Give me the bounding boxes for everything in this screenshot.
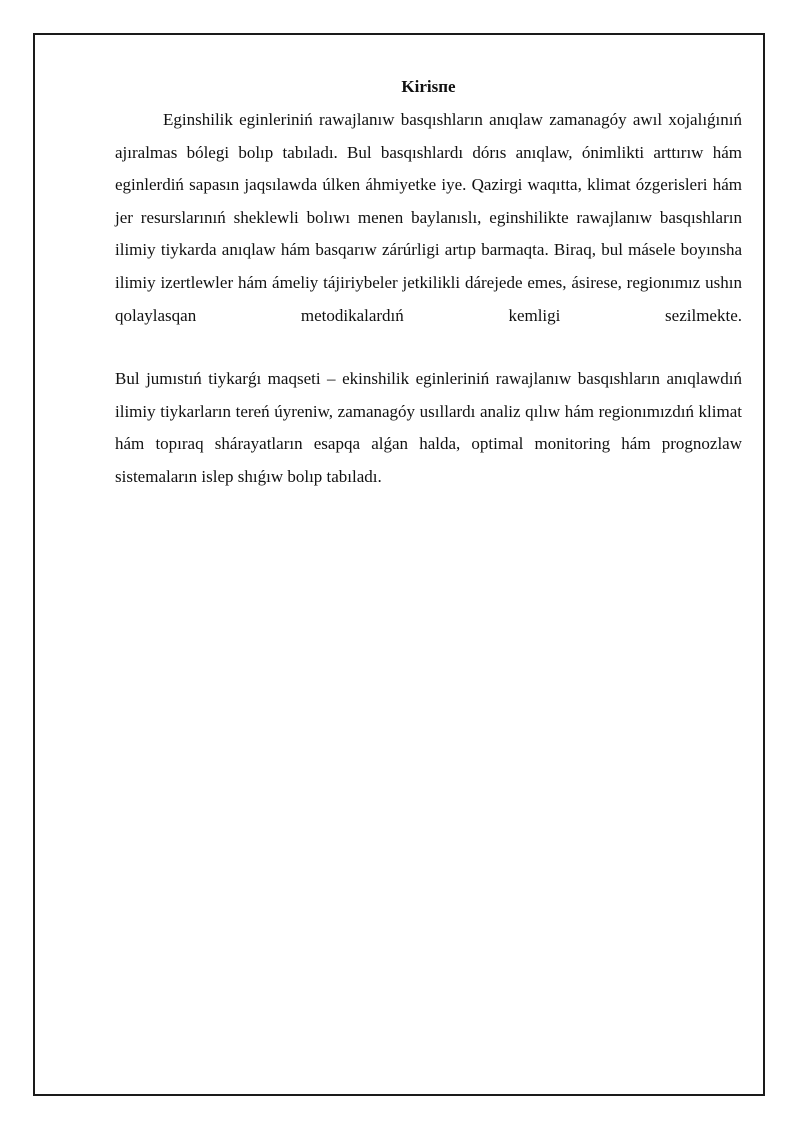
paragraph-spacer bbox=[115, 332, 742, 363]
document-title: Kirisпе bbox=[401, 77, 456, 96]
document-body bbox=[115, 75, 742, 494]
paragraph-objective: Bul jumıstıń tiykarǵı maqseti – ekinshilik eginleriniń rawajlanıw basqıshların anıqlawdıń ilimiy tiykarların tereń úyreniw, zamanagóy usıllardı analiz qılıw hám regionımızdıń klimat hám topıraq shárayatların esapqa alǵan halda, optimal monitoring hám prognozlaw sistemaların islep shıǵıw bolıp tabıladı. bbox=[115, 369, 742, 486]
paragraph-introduction: Eginshilik eginleriniń rawajlanıw basqıshların anıqlaw zamanagóy awıl xojalıǵınıń ajıralmas bólegi bolıp tabıladı. Bul basqıshlardı dórıs anıqlaw, ónimlikti arttırıw hám eginlerdiń sapasın jaqsılawda úlken áhmiyetke iye. Qazirgi waqıtta, klimat ózgerisleri hám jer resurslarınıń sheklewli bolıwı menen baylanıslı, eginshilikte rawajlanıw basqıshların ilimiy tiykarda anıqlaw hám basqarıw zárúrligi artıp barmaqta. Biraq, bul másele boyınsha ilimiy izertlewler hám ámeliy tájiriybeler jetkilikli dárejede emes, ásirese, regionımız ushın qolaylasqan metodikalardıń kemligi sezilmekte. bbox=[115, 110, 742, 325]
